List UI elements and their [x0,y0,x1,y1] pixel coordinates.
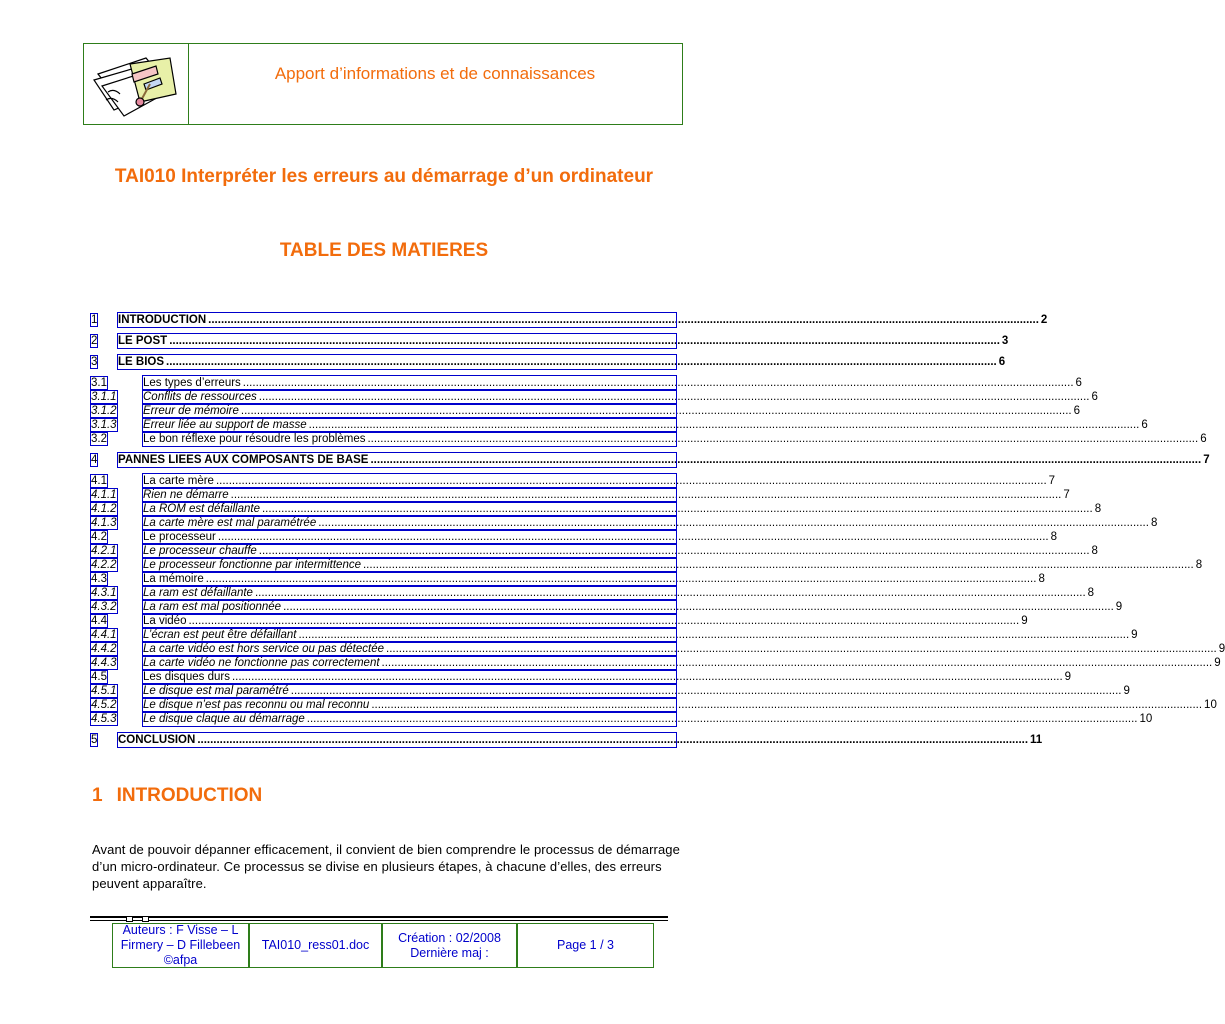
toc-entry-label: Les types d’erreurs [143,377,241,389]
toc-entry-page: 8 [1091,545,1098,557]
toc-entry-number [91,656,115,670]
toc-entry-label: Le disque n’est pas reconnu ou mal reconnu [143,699,370,711]
toc-entry[interactable] [91,656,1221,670]
toc-entry-page: 6 [1200,433,1207,445]
toc-entry[interactable] [91,313,1048,327]
toc-entry-link[interactable] [143,432,1207,446]
toc-leader-dots: .................................................................................................................................................................................................................................................................... [261,503,1093,515]
toc-entry-link[interactable] [143,418,1148,432]
toc-entry-label: LE BIOS [118,356,165,368]
toc-entry-page: 7 [1203,454,1210,466]
toc-entry-number [91,600,115,614]
toc-entry-page: 9 [1064,671,1072,683]
toc-entry-number-text: 3.1 [91,377,107,389]
toc-leader-dots: .................................................................................................................................................................................................................................................................... [215,475,1047,487]
toc-entry-label: Erreur de mémoire [143,405,239,417]
toc-entry-label: Le disque est mal paramétré [143,685,289,697]
section-heading [92,785,262,807]
toc-entry-link[interactable] [143,712,1153,726]
header-box [83,43,683,125]
toc-leader-dots: .................................................................................................................................................................................................................................................................... [381,657,1213,669]
toc-entry-number-text: 3.1.3 [91,419,117,431]
toc-leader-dots: .................................................................................................................................................................................................................................................................... [318,517,1149,529]
toc-entry-number [91,670,115,684]
toc-entry-label: Le processeur [143,531,216,543]
document-title: TAI010 Interpréter les erreurs au démarrage d’un ordinateur [114,166,654,187]
toc-entry-label: L’écran est peut être défaillant [143,629,297,641]
toc-entry-link[interactable] [143,600,1123,614]
toc-entry-label: La ram est mal positionnée [143,601,282,613]
toc-entry-label: La carte mère est mal paramétrée [143,517,317,529]
toc-entry-page: 9 [1123,685,1130,697]
toc-entry-page: 11 [1030,734,1043,746]
toc-leader-dots: .................................................................................................................................................................................................................................................................... [308,419,1140,431]
toc-entry-link[interactable] [143,670,1072,684]
toc-entry-number [91,558,115,572]
toc-entry-number [91,453,115,467]
toc-entry[interactable] [91,698,1217,712]
toc-leader-dots: .................................................................................................................................................................................................................................................................... [240,405,1072,417]
toc-leader-dots: .................................................................................................................................................................................................................................................................... [258,545,1090,557]
toc-entry-page: 6 [1073,405,1080,417]
toc-entry-number [91,642,115,656]
toc-entry-link[interactable] [143,502,1102,516]
toc-leader-dots: .................................................................................................................................................................................................................................................................... [188,615,1020,627]
toc-entry-number-text: 3.1.1 [91,391,117,403]
toc-entry-number-text: 4.3 [91,573,107,585]
footer-tab-marker [142,916,149,922]
toc-entry-number-text: 3.2 [91,433,107,445]
toc-entry-number [91,488,115,502]
section-number: 1 [92,785,103,806]
footer-page-number: Page 1 / 3 [517,923,654,968]
toc-entry-page: 9 [1131,629,1138,641]
toc-entry-label: Le processeur chauffe [143,545,257,557]
toc-entry-number [91,474,115,488]
toc-entry-number-text: 4.3.2 [91,601,117,613]
toc-entry[interactable] [91,502,1102,516]
toc-leader-dots: .................................................................................................................................................................................................................................................................... [208,314,1039,326]
toc-leader-dots: .................................................................................................................................................................................................................................................................... [166,356,997,368]
toc-entry-number-text: 4.4.1 [91,629,117,641]
toc-entry-link[interactable] [143,530,1057,544]
toc-entry-number-text: 4.4.3 [91,657,117,669]
toc-leader-dots: .................................................................................................................................................................................................................................................................... [197,734,1029,746]
toc-entry[interactable] [91,614,1028,628]
toc-entry-number-text: 4.2.2 [91,559,117,571]
toc-entry-number-text: 4.5.1 [91,685,117,697]
toc-entry-link[interactable] [118,733,1043,747]
toc-entry-link[interactable] [118,313,1048,327]
toc-entry-number [91,418,115,432]
toc-entry-page: 10 [1139,713,1153,725]
toc-entry[interactable] [91,530,1057,544]
toc-entry-number [91,586,115,600]
toc-entry-page: 9 [1021,615,1028,627]
toc-entry-page: 7 [1048,475,1056,487]
toc-entry-page: 8 [1150,517,1158,529]
toc-entry-page: 6 [1141,419,1148,431]
toc-leader-dots: .................................................................................................................................................................................................................................................................... [386,643,1217,655]
toc-entry-page: 6 [1075,377,1082,389]
toc-entry-number-text: 4.5.2 [91,699,117,711]
toc-leader-dots: .................................................................................................................................................................................................................................................................... [230,489,1062,501]
toc-leader-dots: .................................................................................................................................................................................................................................................................... [258,391,1090,403]
toc-entry-page: 9 [1218,643,1225,655]
toc-entry-number-text: 3 [91,356,98,368]
toc-entry-number-text: 4.5.3 [91,713,117,725]
toc-entry-label: La carte vidéo ne fonctionne pas correctement [143,657,380,669]
toc-entry-number [91,733,115,747]
toc-leader-dots: .................................................................................................................................................................................................................................................................... [367,433,1199,445]
toc-entry[interactable] [91,474,1056,488]
toc-entry[interactable] [91,404,1080,418]
toc-entry[interactable] [91,628,1138,642]
toc-entry-label: Conflits de ressources [143,391,257,403]
toc-entry-link[interactable] [143,474,1056,488]
toc-title: TABLE DES MATIERES [279,240,489,261]
papers-with-pen-icon [84,44,189,124]
toc-entry-number-text: 5 [91,734,98,746]
toc-entry-number [91,432,115,446]
toc-entry-number-text: 4.2.1 [91,545,117,557]
toc-entry[interactable] [91,558,1203,572]
toc-entry[interactable] [91,544,1098,558]
toc-entry-number [91,502,115,516]
toc-entry-page: 8 [1094,503,1102,515]
toc-entry-number [91,530,115,544]
toc-entry-number [91,516,115,530]
footer-rule [90,916,668,921]
toc-entry-number [91,404,115,418]
toc-entry-page: 8 [1050,531,1057,543]
toc-entry[interactable] [91,432,1207,446]
toc-entry-number [91,698,115,712]
toc-entry-number [91,390,115,404]
toc-entry-number [91,313,115,327]
toc-entry-number-text: 4.4.2 [91,643,117,655]
toc-entry-page: 8 [1195,559,1203,571]
toc-entry-label: Le bon réflexe pour résoudre les problèmes [143,433,366,445]
toc-leader-dots: .................................................................................................................................................................................................................................................................... [242,377,1074,389]
toc-entry-number [91,376,115,390]
toc-entry-number [91,334,115,348]
toc-entry-number [91,614,115,628]
toc-entry[interactable] [91,733,1043,747]
toc-entry-label: LE POST [118,335,168,347]
toc-entry-link[interactable] [143,572,1045,586]
toc-entry-number-text: 4.1.2 [91,503,117,515]
toc-entry-number [91,544,115,558]
toc-entry-label: Les disques durs [143,671,230,683]
footer-dates: Création : 02/2008 Dernière maj : [382,923,517,968]
toc-entry-label: La carte vidéo est hors service ou pas détectée [143,643,385,655]
toc-entry[interactable] [91,453,1210,467]
toc-entry-label: La vidéo [143,615,187,627]
toc-entry[interactable] [91,712,1153,726]
toc-entry-link[interactable] [143,404,1080,418]
toc-leader-dots: .................................................................................................................................................................................................................................................................... [370,454,1202,466]
toc-entry-page: 7 [1063,489,1070,501]
toc-entry[interactable] [91,670,1072,684]
toc-entry-link[interactable] [143,656,1221,670]
toc-entry-number-text: 3.1.2 [91,405,117,417]
toc-leader-dots: .................................................................................................................................................................................................................................................................... [283,601,1114,613]
toc-entry-number [91,712,115,726]
footer-tab-marker [126,916,133,922]
toc-entry-number-text: 4.1.1 [91,489,117,501]
toc-entry-link[interactable] [143,376,1082,390]
toc-entry-number-text: 4.2 [91,531,107,543]
toc-entry-page: 6 [1091,391,1098,403]
toc-entry[interactable] [91,390,1098,404]
toc-entry-page: 8 [1038,573,1045,585]
toc-entry-link[interactable] [143,586,1095,600]
toc-leader-dots: .................................................................................................................................................................................................................................................................... [362,559,1194,571]
toc-leader-dots: .................................................................................................................................................................................................................................................................... [205,573,1037,585]
toc-entry-number-text: 4.5 [91,671,107,683]
toc-entry[interactable] [91,334,1009,348]
toc-entry-link[interactable] [143,488,1070,502]
toc-entry-page: 9 [1115,601,1123,613]
header-title: Apport d’informations et de connaissances [274,64,596,83]
toc-entry-number-text: 1 [91,314,98,326]
page-footer [90,916,668,968]
toc-entry[interactable] [91,355,1006,369]
toc-entry[interactable] [91,488,1070,502]
toc-entry-page: 10 [1204,699,1217,711]
toc-entry[interactable] [91,376,1082,390]
toc-leader-dots: .................................................................................................................................................................................................................................................................... [169,335,1000,347]
toc-entry-link[interactable] [143,544,1098,558]
toc-entry-number-text: 2 [91,335,98,347]
toc-entry-number-text: 4 [91,454,98,466]
toc-entry-number-text: 4.1 [91,475,107,487]
toc-entry-label: La carte mère [143,475,214,487]
toc-leader-dots: .................................................................................................................................................................................................................................................................... [290,685,1122,697]
toc-entry-page: 9 [1214,657,1221,669]
toc-entry-label: La mémoire [143,573,204,585]
toc-entry[interactable] [91,642,1225,656]
toc-entry-number [91,684,115,698]
toc-entry-page: 3 [1001,335,1009,347]
toc-entry-label: La ram est défaillante [143,587,253,599]
toc-leader-dots: .................................................................................................................................................................................................................................................................... [231,671,1063,683]
toc-entry-number-text: 4.4 [91,615,107,627]
table-of-contents [91,313,1225,747]
toc-leader-dots: .................................................................................................................................................................................................................................................................... [217,531,1049,543]
toc-entry-number-text: 4.3.1 [91,587,117,599]
toc-leader-dots: .................................................................................................................................................................................................................................................................... [298,629,1130,641]
toc-entry-label: La ROM est défaillante [143,503,260,515]
toc-entry-link[interactable] [143,642,1225,656]
toc-entry[interactable] [91,516,1158,530]
footer-filename: TAI010_ress01.doc [249,923,382,968]
toc-entry-number [91,572,115,586]
toc-entry[interactable] [91,600,1123,614]
toc-entry-link[interactable] [143,614,1028,628]
footer-authors: Auteurs : F Visse – L Firmery – D Fillebeen ©afpa [112,923,249,968]
toc-entry[interactable] [91,684,1130,698]
toc-entry-number [91,355,115,369]
toc-leader-dots: .................................................................................................................................................................................................................................................................... [254,587,1086,599]
toc-entry-link[interactable] [118,453,1210,467]
toc-entry-label: Erreur liée au support de masse [143,419,307,431]
toc-entry-label: CONCLUSION [118,734,196,746]
toc-entry-label: Le processeur fonctionne par intermittence [143,559,361,571]
toc-leader-dots: .................................................................................................................................................................................................................................................................... [371,699,1203,711]
toc-entry-label: Rien ne démarre [143,489,229,501]
toc-entry-page: 6 [998,356,1006,368]
toc-entry-label: INTRODUCTION [118,314,207,326]
toc-entry[interactable] [91,572,1045,586]
toc-entry-link[interactable] [118,334,1009,348]
toc-entry[interactable] [91,586,1095,600]
toc-entry-link[interactable] [118,355,1006,369]
toc-entry-link[interactable] [143,628,1138,642]
toc-entry-label: Le disque claque au démarrage [143,713,305,725]
toc-entry-label: PANNES LIEES AUX COMPOSANTS DE BASE [118,454,369,466]
toc-leader-dots: .................................................................................................................................................................................................................................................................... [306,713,1138,725]
toc-entry-page: 2 [1040,314,1048,326]
toc-entry-link[interactable] [143,698,1217,712]
toc-entry-link[interactable] [143,684,1130,698]
toc-entry-link[interactable] [143,558,1203,572]
toc-entry-link[interactable] [143,390,1098,404]
section-title: INTRODUCTION [116,785,263,806]
toc-entry[interactable] [91,418,1148,432]
intro-paragraph: Avant de pouvoir dépanner efficacement, il convient de bien comprendre le processus de démarrage d’un micro-ordinateur. Ce processus se divise en plusieurs étapes, à chacune d’elles, des erreurs peuvent apparaître. [92,842,680,891]
toc-entry-number-text: 4.1.3 [91,517,117,529]
toc-entry-page: 8 [1087,587,1095,599]
toc-entry-number [91,628,115,642]
toc-entry-link[interactable] [143,516,1158,530]
